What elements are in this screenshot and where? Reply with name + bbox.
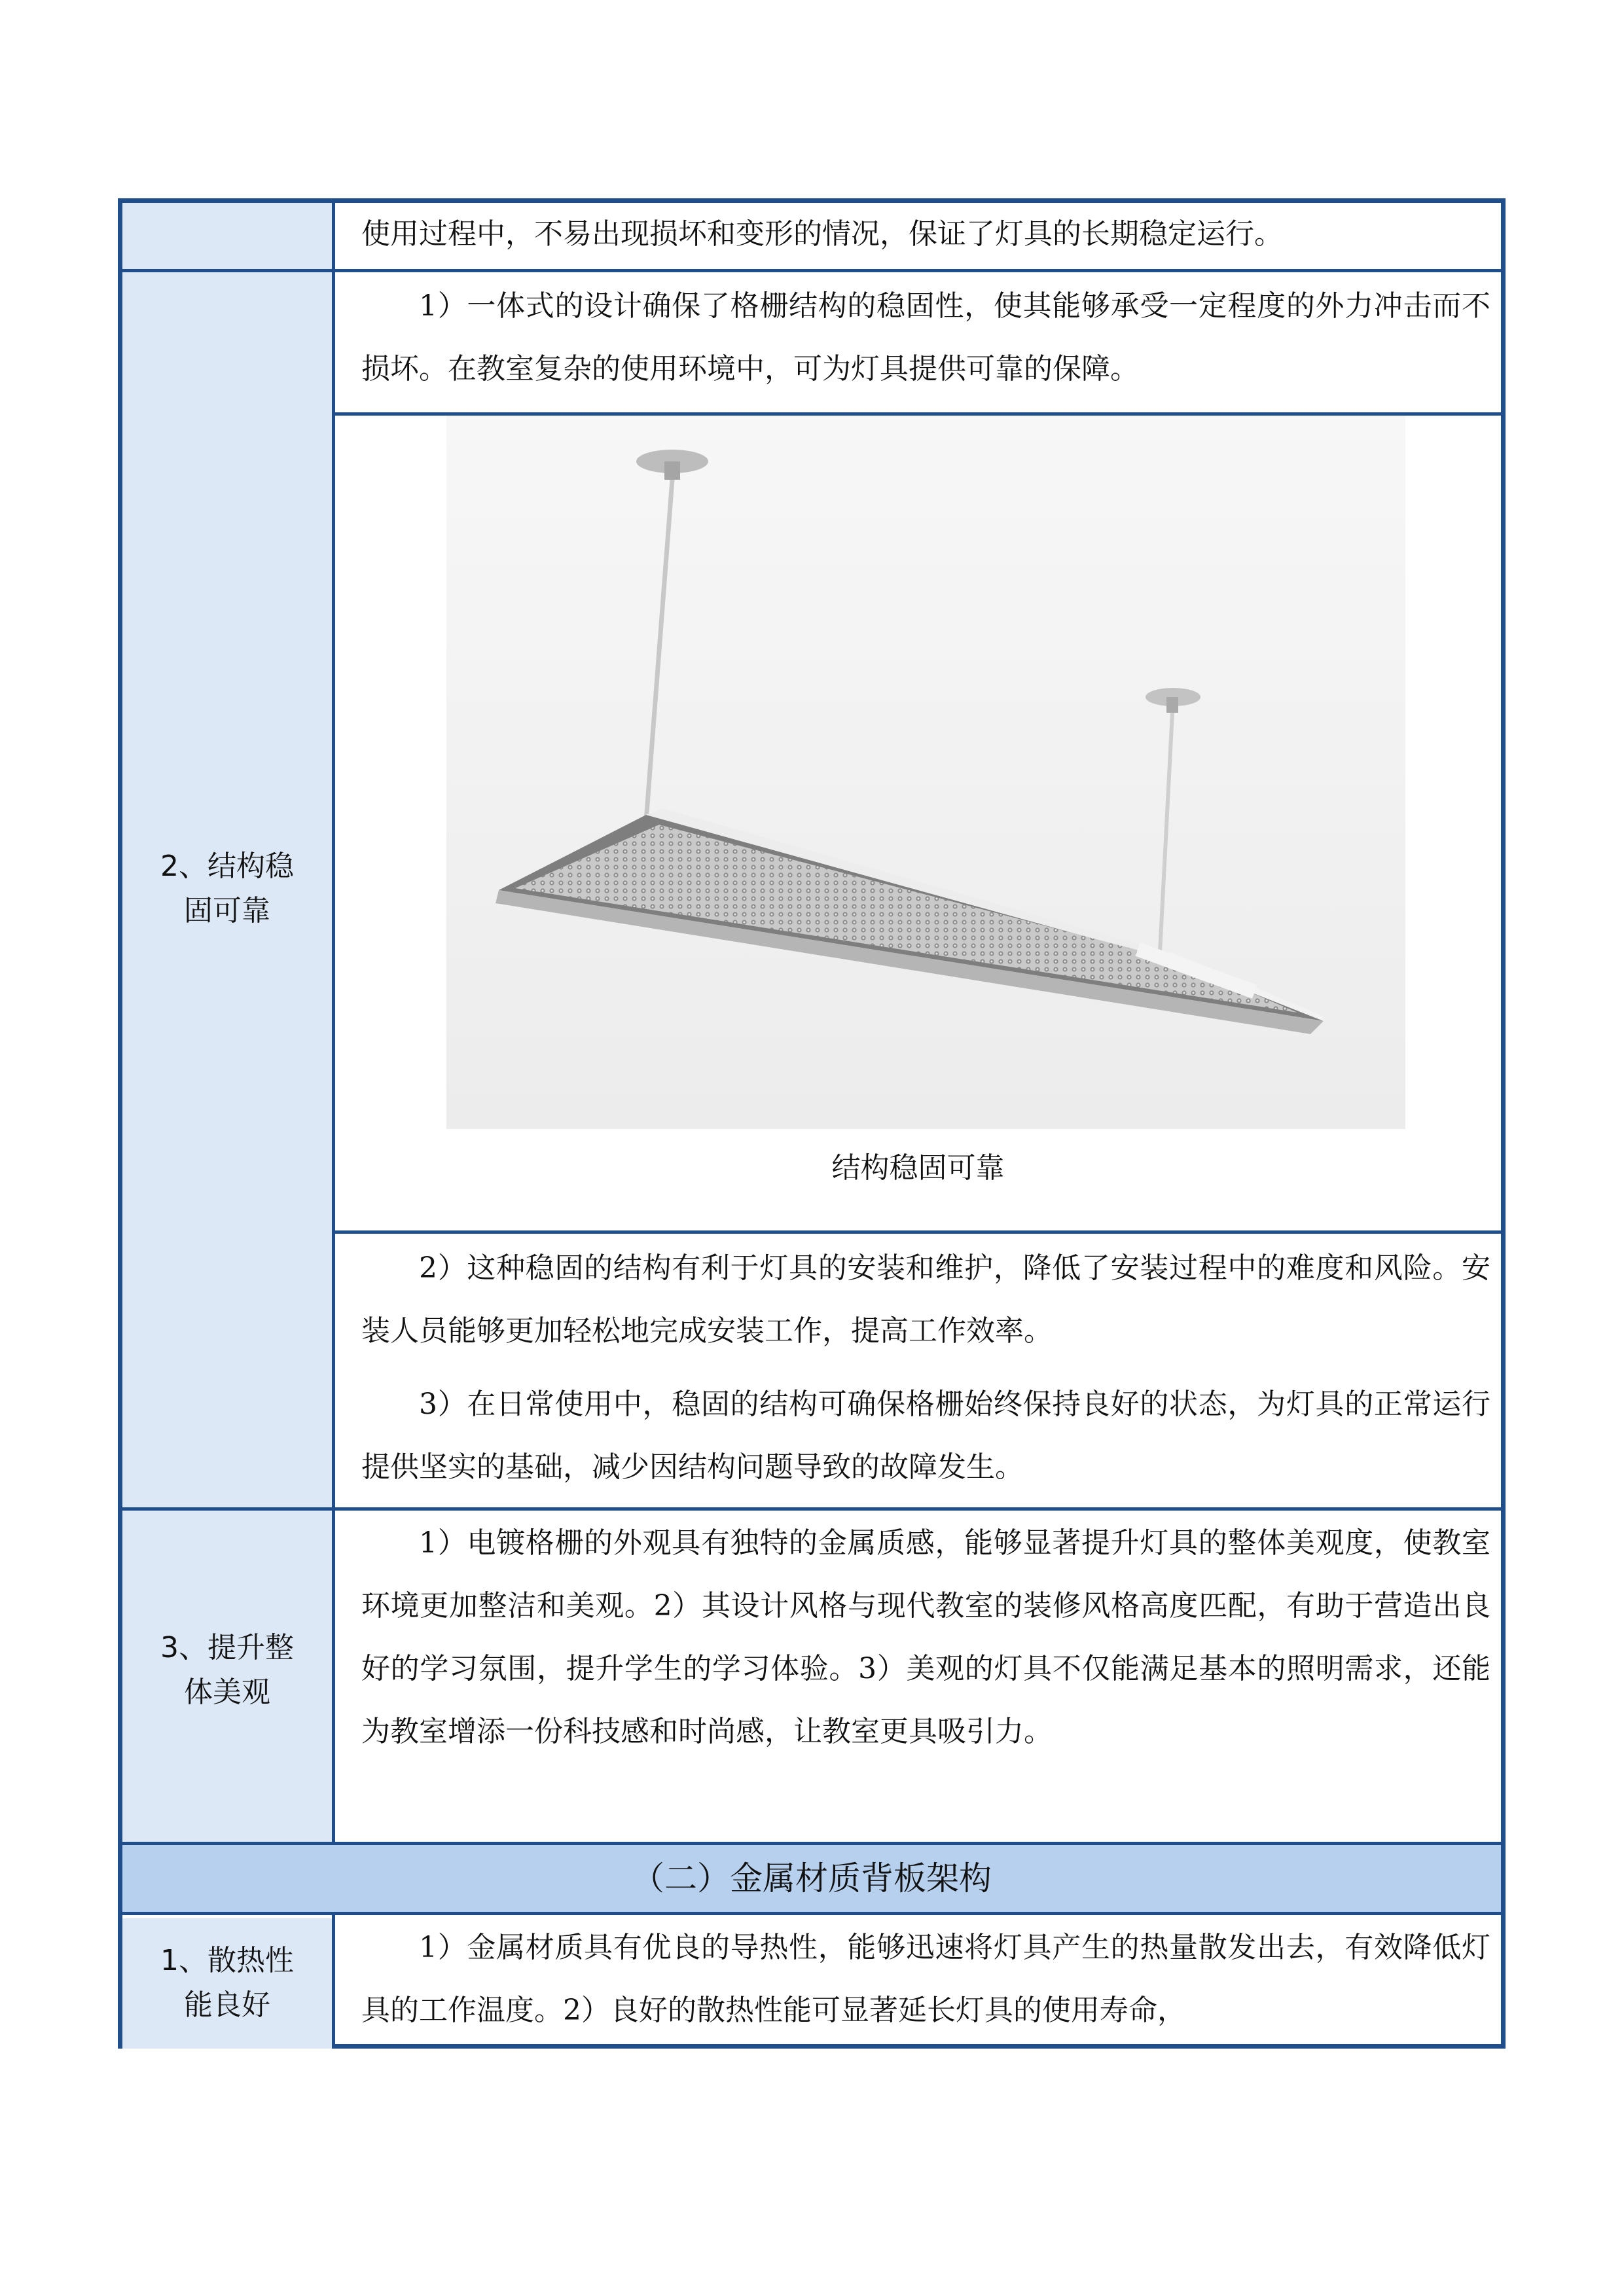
row-label-line: 能良好 [184, 1988, 270, 2022]
column-divider [332, 203, 335, 1842]
content-table [118, 198, 1506, 2049]
section-title: （二）金属材质背板架构 [122, 1845, 1501, 1912]
row-divider [122, 1912, 1501, 1915]
row-label-appearance [122, 1626, 332, 1715]
row-label-line: 固可靠 [184, 894, 270, 927]
row-label-structure [122, 844, 332, 933]
row-label-line: 3、提升整 [160, 1631, 294, 1664]
row-label-line: 1、散热性 [160, 1944, 294, 1977]
label-cell-continued [122, 203, 332, 269]
continued-text: 使用过程中，不易出现损坏和变形的情况，保证了灯具的长期稳定运行。 [361, 217, 1283, 251]
row-divider [122, 269, 1501, 272]
structure-para-3: 3）在日常使用中，稳固的结构可确保格栅始终保持良好的状态，为灯具的正常运行提供坚实的基础，减少因结构问题导致的故障发生。 [361, 1388, 1490, 1484]
row-divider [122, 1507, 1501, 1511]
structure-para-1: 1）一体式的设计确保了格栅结构的稳固性，使其能够承受一定程度的外力冲击而不损坏。在教室复杂的使用环境中，可为灯具提供可靠的保障。 [361, 289, 1490, 386]
column-divider-bottom [332, 1915, 335, 2049]
structure-para-2: 2）这种稳固的结构有利于灯具的安装和维护，降低了安装过程中的难度和风险。安装人员能够更加轻松地完成安装工作，提高工作效率。 [361, 1251, 1490, 1348]
suspended-grille-lamp-photo [446, 416, 1405, 1129]
appearance-para: 1）电镀格栅的外观具有独特的金属质感，能够显著提升灯具的整体美观度，使教室环境更加整洁和美观。2）其设计风格与现代教室的装修风格高度匹配，有助于营造出良好的学习氛围，提升学生的学习体验。3）美观的灯具不仅能满足基本的照明需求，还能为教室增添一份科技感和时尚感，让教室更具吸引力。 [361, 1526, 1490, 1748]
row-label-line: 2、结构稳 [160, 850, 294, 883]
heat-para: 1）金属材质具有优良的导热性，能够迅速将灯具产生的热量散发出去，有效降低灯具的工作温度。2）良好的散热性能可显著延长灯具的使用寿命， [361, 1931, 1490, 2027]
row-label-heat [122, 1939, 332, 2028]
image-caption: 结构稳固可靠 [831, 1151, 1005, 1185]
row-label-line: 体美观 [184, 1676, 270, 1709]
row-divider [332, 1230, 1501, 1234]
